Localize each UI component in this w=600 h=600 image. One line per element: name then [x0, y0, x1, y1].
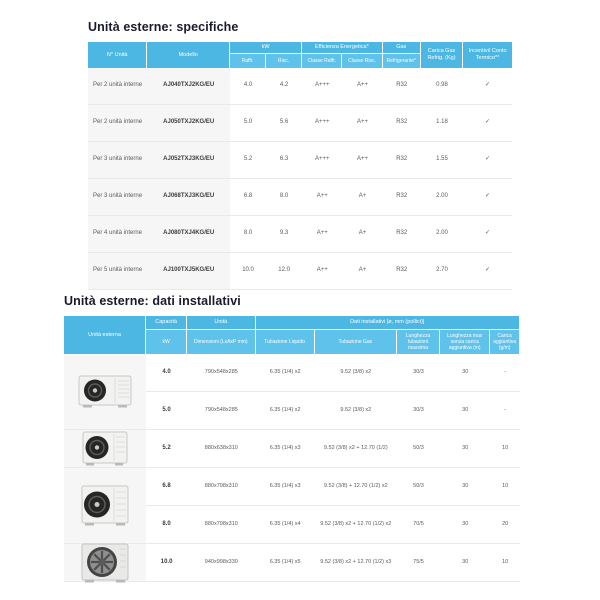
outdoor-unit-image [64, 544, 146, 582]
gas-pipe-cell: 9.52 (3/8) x2 + 12.70 (1/2) [315, 430, 397, 468]
check-icon: ✓ [485, 156, 491, 163]
class-heat-cell: A+ [358, 193, 367, 200]
column-header-kw: kW [146, 330, 187, 354]
max-length-cell: 30/3 [397, 354, 440, 392]
model-cell: AJ050TXJ2KG/EU [147, 105, 230, 141]
gas-pipe-cell: 9.52 (3/8) x2 [315, 392, 397, 430]
spec-table-header [88, 42, 512, 68]
column-group-efficienza [302, 42, 383, 68]
column-header-carica-aggiuntiva: Carica aggiuntiva (g/m) [490, 330, 520, 354]
kw-cool-cell: 5.0 [243, 119, 253, 126]
check-icon: ✓ [485, 82, 491, 89]
install-table [64, 316, 520, 582]
table-row [88, 142, 512, 179]
no-charge-length-cell: 30 [440, 506, 490, 544]
column-header-efficienza: Efficienza Energetica* [302, 42, 382, 54]
class-cool-cell: A+++ [314, 119, 330, 126]
class-heat-cell: A++ [356, 156, 368, 163]
no-charge-length-cell: 30 [440, 430, 490, 468]
column-group-capacita: Capacità [146, 316, 187, 330]
charge-cell: 1.55 [436, 156, 448, 163]
check-icon: ✓ [485, 193, 491, 200]
kw-cool-cell: 8.0 [243, 230, 253, 237]
extra-charge-cell: - [490, 392, 520, 430]
column-header-incentivi: Incentivi/ Conto Termico** [463, 42, 512, 68]
spec-table [88, 42, 512, 290]
column-group-gas [383, 42, 421, 68]
spec-row-label: Per 5 unità interne [88, 253, 147, 289]
kw-cool-cell: 6.8 [243, 193, 253, 200]
gas-pipe-cell: 9.52 (3/8) + 12.70 (1/2) x2 [315, 468, 397, 506]
capacity-cell: 5.2 [146, 430, 187, 468]
class-cool-cell: A+++ [314, 156, 330, 163]
spec-row-label: Per 3 unità interne [88, 179, 147, 215]
column-header-lunghezza-massima: Lunghezza tubazioni massima [397, 330, 440, 354]
gas-cell: R32 [396, 156, 408, 163]
column-header-raffr: Raffr. [230, 54, 266, 68]
extra-charge-cell: 10 [490, 544, 520, 582]
outdoor-unit-medium-icon [82, 431, 128, 467]
table-row [88, 216, 512, 253]
gas-pipe-cell: 9.52 (3/8) x2 + 12.70 (1/2) x2 [315, 506, 397, 544]
no-charge-length-cell: 30 [440, 544, 490, 582]
section-title-specifiche: Unità esterne: specifiche [88, 20, 239, 34]
gas-cell: R32 [396, 193, 408, 200]
section-title-dati-installativi: Unità esterne: dati installativi [64, 294, 241, 308]
column-header-dimensioni: Dimensioni (LxAxP mm) [187, 330, 255, 354]
kw-heat-cell: 9.3 [279, 230, 289, 237]
outdoor-unit-tall-icon [81, 485, 129, 527]
liquid-pipe-cell: 6.35 (1/4) x2 [256, 392, 315, 430]
class-cool-cell: A++ [316, 193, 328, 200]
outdoor-unit-small-icon [78, 375, 132, 409]
max-length-cell: 50/3 [397, 468, 440, 506]
extra-charge-cell: 10 [490, 430, 520, 468]
outdoor-unit-image [64, 430, 146, 468]
column-header-tubazione-liquido: Tubazione Liquido [256, 330, 315, 354]
column-header-refrigerante: Refrigerante* [383, 54, 420, 68]
max-length-cell: 50/3 [397, 430, 440, 468]
outdoor-unit-image [64, 468, 146, 544]
spec-row-label: Per 2 unità interne [88, 68, 147, 104]
install-table-body [64, 354, 520, 582]
dimensions-cell: 790x548x285 [187, 354, 255, 392]
class-heat-cell: A+ [358, 230, 367, 237]
column-header-lunghezza-senza-carica: Lunghezza max senza carica aggiuntiva (m) [440, 330, 490, 354]
section-specifiche [88, 20, 512, 290]
install-table-header [64, 316, 520, 354]
capacity-cell: 6.8 [146, 468, 187, 506]
capacity-cell: 4.0 [146, 354, 187, 392]
gas-cell: R32 [396, 267, 408, 274]
class-cool-cell: A+++ [314, 82, 330, 89]
charge-cell: 2.00 [436, 230, 448, 237]
kw-heat-cell: 5.6 [279, 119, 289, 126]
class-heat-cell: A++ [356, 119, 368, 126]
dimensions-cell: 940x998x330 [187, 544, 255, 582]
column-header-carica-gas: Carica Gas Refrig. (Kg) [421, 42, 463, 68]
kw-cool-cell: 10.0 [242, 267, 254, 274]
no-charge-length-cell: 30 [440, 468, 490, 506]
model-cell: AJ040TXJ2KG/EU [147, 68, 230, 104]
column-header-unita-esterna: Unità esterna [64, 316, 146, 354]
table-row [88, 68, 512, 105]
model-cell: AJ080TXJ4KG/EU [147, 216, 230, 252]
gas-cell: R32 [396, 82, 408, 89]
column-header-gas: Gas [383, 42, 420, 54]
column-header-risc: Risc. [266, 54, 301, 68]
class-cool-cell: A++ [316, 230, 328, 237]
column-header-n-unita: N° Unità [88, 42, 147, 68]
table-row [88, 105, 512, 142]
extra-charge-cell: - [490, 354, 520, 392]
charge-cell: 2.70 [436, 267, 448, 274]
extra-charge-cell: 20 [490, 506, 520, 544]
column-header-kw: kW [230, 42, 301, 54]
column-header-classe-risc: Classe Risc. [342, 54, 381, 68]
kw-heat-cell: 4.2 [279, 82, 289, 89]
spec-row-label: Per 4 unità interne [88, 216, 147, 252]
column-header-tubazione-gas: Tubazione Gas [315, 330, 397, 354]
column-header-classe-raffr: Classe Raffr. [302, 54, 342, 68]
liquid-pipe-cell: 6.35 (1/4) x2 [256, 354, 315, 392]
dimensions-cell: 790x548x285 [187, 392, 255, 430]
no-charge-length-cell: 30 [440, 392, 490, 430]
model-cell: AJ100TXJ5KG/EU [147, 253, 230, 289]
kw-cool-cell: 5.2 [243, 156, 253, 163]
capacity-cell: 5.0 [146, 392, 187, 430]
max-length-cell: 75/5 [397, 544, 440, 582]
outdoor-unit-large-icon [81, 543, 129, 583]
liquid-pipe-cell: 6.35 (1/4) x5 [256, 544, 315, 582]
charge-cell: 2.00 [436, 193, 448, 200]
outdoor-unit-image [64, 354, 146, 430]
liquid-pipe-cell: 6.35 (1/4) x3 [256, 468, 315, 506]
gas-cell: R32 [396, 230, 408, 237]
dimensions-cell: 880x798x310 [187, 468, 255, 506]
kw-heat-cell: 8.0 [279, 193, 289, 200]
spec-row-label: Per 2 unità interne [88, 105, 147, 141]
extra-charge-cell: 10 [490, 468, 520, 506]
class-cool-cell: A++ [316, 267, 328, 274]
check-icon: ✓ [485, 230, 491, 237]
column-header-modello: Modello [147, 42, 230, 68]
column-group-unita: Unità [187, 316, 255, 330]
capacity-cell: 10.0 [146, 544, 187, 582]
kw-heat-cell: 12.0 [278, 267, 290, 274]
charge-cell: 1.18 [436, 119, 448, 126]
gas-pipe-cell: 9.52 (3/8) x2 [315, 354, 397, 392]
check-icon: ✓ [485, 267, 491, 274]
kw-cool-cell: 4.0 [243, 82, 253, 89]
dimensions-cell: 880x798x310 [187, 506, 255, 544]
class-heat-cell: A+ [358, 267, 367, 274]
liquid-pipe-cell: 6.35 (1/4) x4 [256, 506, 315, 544]
no-charge-length-cell: 30 [440, 354, 490, 392]
charge-cell: 0.98 [436, 82, 448, 89]
check-icon: ✓ [485, 119, 491, 126]
model-cell: AJ052TXJ3KG/EU [147, 142, 230, 178]
max-length-cell: 30/3 [397, 392, 440, 430]
table-row [88, 179, 512, 216]
column-group-dati-installativi: Dati installativi [ø, mm (pollici)] [256, 316, 520, 330]
gas-pipe-cell: 9.52 (3/8) x2 + 12.70 (1/2) x3 [315, 544, 397, 582]
table-row [88, 253, 512, 290]
section-dati-installativi [64, 294, 520, 582]
dimensions-cell: 880x638x310 [187, 430, 255, 468]
capacity-cell: 8.0 [146, 506, 187, 544]
class-heat-cell: A++ [356, 82, 368, 89]
spec-row-label: Per 3 unità interne [88, 142, 147, 178]
column-group-kw [230, 42, 302, 68]
max-length-cell: 70/5 [397, 506, 440, 544]
kw-heat-cell: 6.3 [279, 156, 289, 163]
model-cell: AJ068TXJ3KG/EU [147, 179, 230, 215]
liquid-pipe-cell: 6.35 (1/4) x3 [256, 430, 315, 468]
gas-cell: R32 [396, 119, 408, 126]
